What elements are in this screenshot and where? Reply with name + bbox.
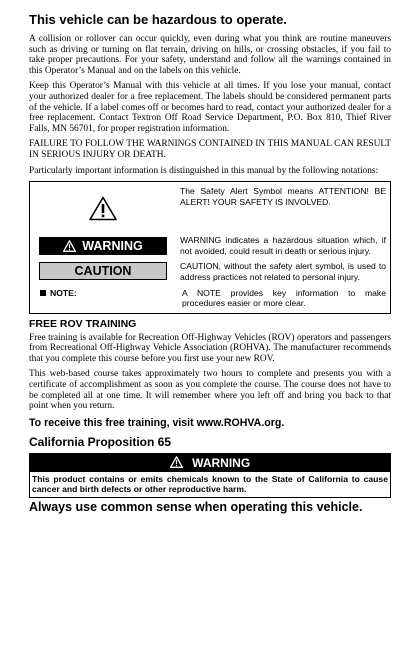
notation-legend-box [29, 181, 391, 314]
safety-alert-icon [89, 196, 117, 221]
legend-row-note [38, 288, 386, 309]
training-paragraph-2: This web-based course takes approximately two hours to complete and presents you with a certificate of accomplishment as soon as you complete the course. The course does not have to be completed all at one time. It will remember where you left off and bring you back to that point when you return. [29, 369, 391, 412]
closing-statement: Always use common sense when operating this vehicle. [29, 499, 363, 514]
legend-row-alert [38, 186, 386, 230]
page-title: This vehicle can be hazardous to operate. [29, 12, 287, 27]
prop65-warning-box [29, 453, 391, 498]
legend-note-text: A NOTE provides key information to make procedures easier or more clear. [182, 287, 386, 309]
caution-badge-label: CAUTION [74, 264, 132, 279]
manual-page [29, 12, 391, 514]
prop65-warning-label: WARNING [192, 455, 251, 470]
training-paragraph-1: Free training is available for Recreation Off-Highway Vehicles (ROV) operators and passengers from Recreational Off-Highway Vehicle Association (ROHVA). The manufacturer recommends that you complete this course before you first use your new ROV. [29, 332, 391, 364]
notation-intro-paragraph: Particularly important information is distinguished in this manual by the following notations: [29, 165, 379, 176]
intro-paragraph-1: A collision or rollover can occur quickly, even during what you think are routine maneuvers such as driving or turning on flat terrain, driving on hills, or crossing obstacles, if you fail to take proper precautions. For your safety, understand and follow all the warnings contained in this Operator’s Manual and on the labels on this vehicle. [29, 34, 391, 76]
legend-row-warning [38, 235, 386, 256]
note-square-icon [40, 290, 46, 296]
note-label: NOTE: [50, 288, 77, 298]
legend-caution-text: CAUTION, without the safety alert symbol, is used to address practices not related to personal injury. [180, 261, 386, 282]
training-cta: To receive this free training, visit www.ROHVA.org. [29, 416, 285, 429]
legend-alert-text: The Safety Alert Symbol means ATTENTION! BE ALERT! YOUR SAFETY IS INVOLVED. [180, 186, 386, 207]
prop65-heading: California Proposition 65 [29, 434, 172, 449]
intro-paragraph-2: Keep this Operator’s Manual with this vehicle at all times. If you lose your manual, contact your authorized dealer for a free replacement. The labels should be considered permanent parts of the vehicle. If a label comes off or becomes hard to read, contact your authorized dealer for a free replacement. Contact Textron Off Road Service Department, P.O. Box 810, Thief River Falls, MN 56701, for proper registration information. [29, 81, 391, 134]
legend-row-caution [38, 261, 386, 282]
prop65-warning-header [30, 454, 390, 472]
prop65-warning-text: This product contains or emits chemicals known to the State of California to cause cancer and birth defects or other reproductive harm. [32, 473, 388, 495]
training-heading: FREE ROV TRAINING [29, 317, 137, 330]
legend-warning-text: WARNING indicates a hazardous situation which, if not avoided, could result in death or serious injury. [180, 235, 386, 256]
warning-badge-label: WARNING [82, 239, 143, 254]
failure-warning-paragraph: FAILURE TO FOLLOW THE WARNINGS CONTAINED IN THIS MANUAL CAN RESULT IN SERIOUS INJURY OR DEATH. [29, 139, 391, 160]
caution-badge [39, 262, 167, 280]
warning-triangle-icon [63, 240, 76, 252]
warning-triangle-icon [170, 456, 183, 468]
warning-badge [39, 237, 167, 255]
